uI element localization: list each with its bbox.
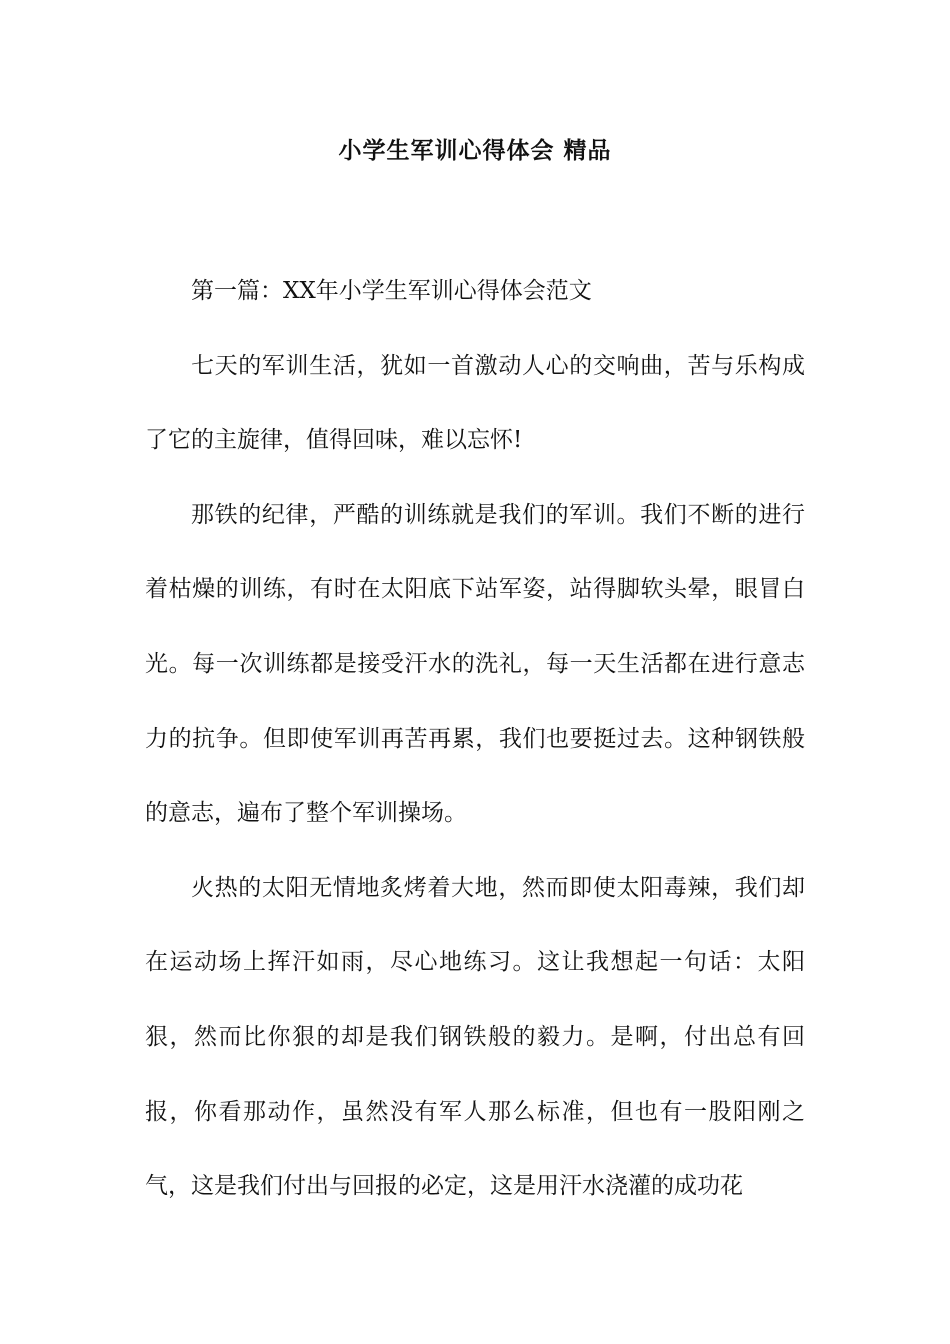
paragraph: 那铁的纪律，严酷的训练就是我们的军训。我们不断的进行着枯燥的训练，有时在太阳底下站军姿，站得脚软头晕，眼冒白光。每一次训练都是接受汗水的洗礼，每一天生活都在进行意志力的抗争。但即使军训再苦再累，我们也要挺过去。这种钢铁般的意志，遍布了整个军训操场。 xyxy=(145,501,805,827)
document-body xyxy=(145,254,805,1224)
paragraph: 七天的军训生活，犹如一首激动人心的交响曲，苦与乐构成了它的主旋律，值得回味，难以忘怀! xyxy=(145,352,805,454)
paragraph: 火热的太阳无情地炙烤着大地，然而即使太阳毒辣，我们却在运动场上挥汗如雨，尽心地练习。这让我想起一句话：太阳狠，然而比你狠的却是我们钢铁般的毅力。是啊，付出总有回报，你看那动作，虽然没有军人那么标准，但也有一股阳刚之气，这是我们付出与回报的必定，这是用汗水浇灌的成功花 xyxy=(145,874,805,1200)
document-title: 小学生军训心得体会 精品 xyxy=(338,138,612,164)
paragraph-heading: 第一篇：XX年小学生军训心得体会范文 xyxy=(191,278,592,304)
